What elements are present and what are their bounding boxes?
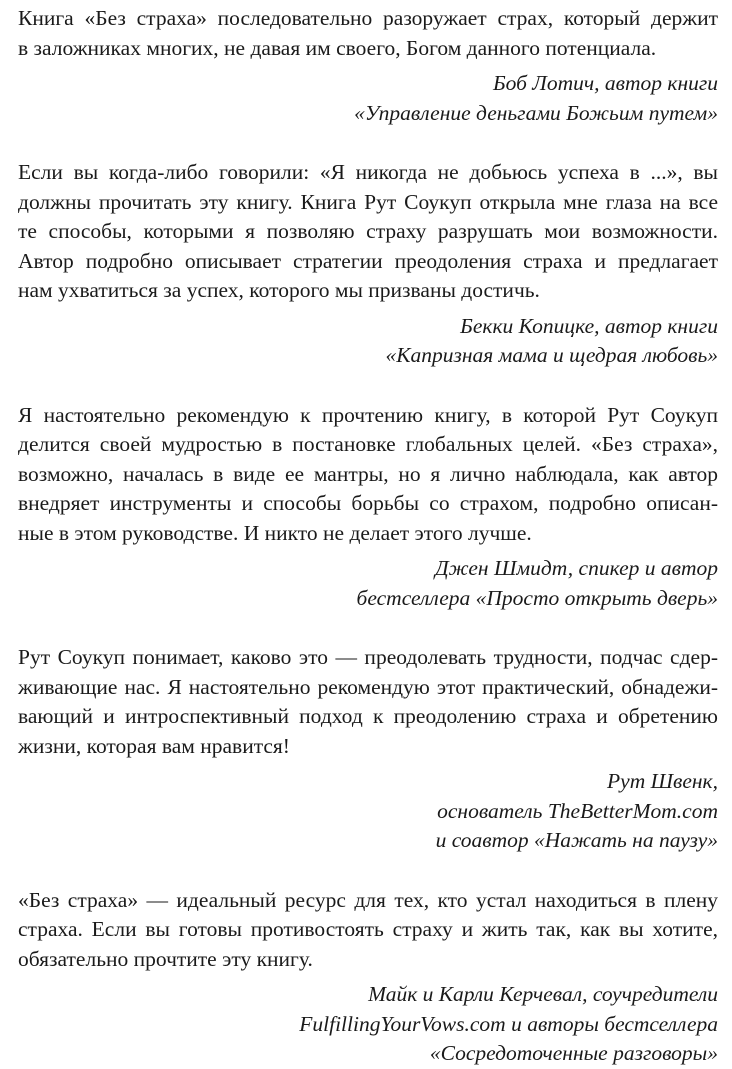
quote-line: нам ухватиться за успех, которого мы призваны достичь. <box>18 278 540 302</box>
quote-line: страха. Если вы готовы противостоять страху и жить так, как вы хотите, <box>18 917 718 941</box>
quote-line: Я настоятельно рекомендую к прочтению книгу, в которой Рут Соукуп <box>18 402 718 427</box>
attribution-line: FulfillingYourVows.com и авторы бестселлера <box>299 1011 718 1036</box>
quote-line: внедряет инструменты и способы борьбы со страхом, подробно описан- <box>18 491 718 515</box>
quote-line: делится своей мудростью в постановке глобальных целей. «Без страха», <box>18 432 718 456</box>
quote-text <box>18 643 718 761</box>
quote-line: обязательно прочтите эту книгу. <box>18 946 313 971</box>
quote-attribution <box>18 767 718 856</box>
attribution-line: Майк и Карли Керчевал, соучредители <box>368 982 718 1006</box>
quote-text <box>18 886 718 975</box>
quote-line: «Без страха» — идеальный ресурс для тех, кто устал находиться в плену <box>18 887 718 912</box>
quote-text <box>18 401 718 549</box>
quote-line: в заложниках многих, не давая им своего, Богом данного потенциала. <box>18 35 657 60</box>
quote-attribution <box>18 312 718 371</box>
quote-text <box>18 158 718 306</box>
attribution-line: бестселлера «Просто открыть дверь» <box>356 585 718 610</box>
attribution-line: Джен Шмидт, спикер и автор <box>434 556 718 580</box>
attribution-line: «Сосредоточенные разговоры» <box>429 1041 718 1065</box>
quote-attribution <box>18 554 718 613</box>
quote-line: Рут Соукуп понимает, каково это — преодолевать трудности, подчас сдер- <box>18 645 718 669</box>
endorsement-quote <box>18 4 718 128</box>
attribution-line: Боб Лотич, автор книги <box>492 71 718 95</box>
endorsement-quote <box>18 886 718 1069</box>
quote-line: должны прочитать эту книгу. Книга Рут Соукуп открыла мне глаза на все <box>18 189 718 214</box>
endorsement-quote <box>18 643 718 856</box>
quote-line: вающий и интроспективный подход к преодолению страха и обретению <box>18 704 718 728</box>
endorsement-quote <box>18 401 718 614</box>
quote-line: возможно, началась в виде ее мантры, но я лично наблюдала, как автор <box>18 461 718 486</box>
attribution-line: «Управление деньгами Божьим путем» <box>354 100 718 125</box>
attribution-line: и соавтор «Нажать на паузу» <box>435 828 718 852</box>
quote-attribution <box>18 980 718 1069</box>
endorsement-quote <box>18 158 718 371</box>
attribution-line: основатель TheBetterMom.com <box>437 798 718 823</box>
endorsements-page <box>18 4 718 1069</box>
attribution-line: «Капризная мама и щедрая любовь» <box>385 343 718 367</box>
quote-line: Автор подробно описывает стратегии преодоления страха и предлагает <box>18 248 718 273</box>
quote-attribution <box>18 69 718 128</box>
quote-line: те способы, которыми я позволяю страху разрушать мои возможности. <box>18 219 718 243</box>
attribution-line: Бекки Копицке, автор книги <box>460 313 718 338</box>
quote-line: ные в этом руководстве. И никто не делает этого лучше. <box>18 520 532 545</box>
quote-line: Книга «Без страха» последовательно разоружает страх, который держит <box>18 6 718 30</box>
quote-line: жизни, которая вам нравится! <box>18 733 290 758</box>
quote-line: живающие нас. Я настоятельно рекомендую этот практический, обнадежи- <box>18 674 718 699</box>
quote-line: Если вы когда-либо говорили: «Я никогда не добьюсь успеха в ...», вы <box>18 160 718 184</box>
quote-text <box>18 4 718 63</box>
attribution-line: Рут Швенк, <box>607 769 718 793</box>
